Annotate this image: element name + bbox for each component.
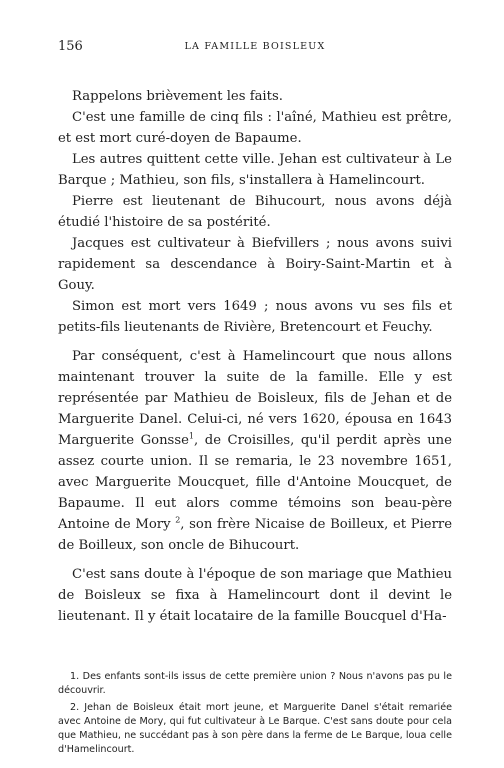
paragraph-text: Par conséquent, c'est à Hamelincourt que nous allons maintenant trouver la suite de la famille. Elle y est représentée par Mathieu de Boisleux, fils de Jehan et de Marguerite Danel. Celui-ci, né vers 1620, épousa en 1643 Marguerite Gonsse	[58, 349, 452, 448]
footnote-ref[interactable]: 1	[188, 431, 194, 441]
paragraph: Jacques est cultivateur à Biefvillers ; nous avons suivi rapidement sa descendance à Boiry-Saint-Martin et à Gouy.	[58, 236, 452, 293]
footnote-separator	[58, 659, 452, 660]
paragraph: C'est une famille de cinq fils : l'aîné, Mathieu est prêtre, et est mort curé-doyen de Bapaume.	[58, 110, 452, 146]
running-head	[58, 38, 452, 56]
running-title: LA FAMILLE BOISLEUX	[184, 41, 326, 52]
paragraph: C'est sans doute à l'époque de son mariage que Mathieu de Boisleux se fixa à Hamelincourt dont il devint le lieutenant. Il y était locataire de la famille Boucquel d'Ha-	[58, 567, 452, 624]
paragraph-text: , son frère Nicaise de Boilleux, et Pierre de Boilleux, son oncle de Bihucourt.	[58, 517, 453, 553]
footnote: 2. Jehan de Boisleux était mort jeune, et Marguerite Danel s'était remariée avec Antoine de Mory, qui fut cultivateur à Le Barque. C'est sans doute pour cela que Mathieu, ne succédant pas à son père dans la ferme de Le Barque, loua celle d'Hamelincourt.	[58, 702, 452, 755]
paragraph: Les autres quittent cette ville. Jehan est cultivateur à Le Barque ; Mathieu, son fils, s'installera à Hamelincourt.	[58, 152, 452, 188]
body-text	[58, 86, 452, 627]
paragraph: Simon est mort vers 1649 ; nous avons vu ses fils et petits-fils lieutenants de Rivière, Bretencourt et Feuchy.	[58, 299, 452, 335]
paragraph	[58, 346, 452, 556]
book-page	[58, 38, 452, 760]
page-number: 156	[58, 39, 83, 54]
paragraph-text: , de Croisilles, qu'il perdit après une assez courte union. Il se remaria, le 23 novembre 1651, avec Marguerite Moucquet, fille d'Antoine Moucquet, de Bapaume. Il eut alors comme témoins son beau-père Antoine de Mory	[58, 433, 452, 532]
paragraph: Rappelons brièvement les faits.	[72, 89, 283, 104]
footnotes	[58, 670, 452, 757]
footnote-ref[interactable]: 2	[175, 515, 181, 525]
footnote: 1. Des enfants sont-ils issus de cette première union ? Nous n'avons pas pu le découvrir.	[58, 671, 452, 696]
paragraph: Pierre est lieutenant de Bihucourt, nous avons déjà étudié l'histoire de sa postérité.	[58, 194, 452, 230]
